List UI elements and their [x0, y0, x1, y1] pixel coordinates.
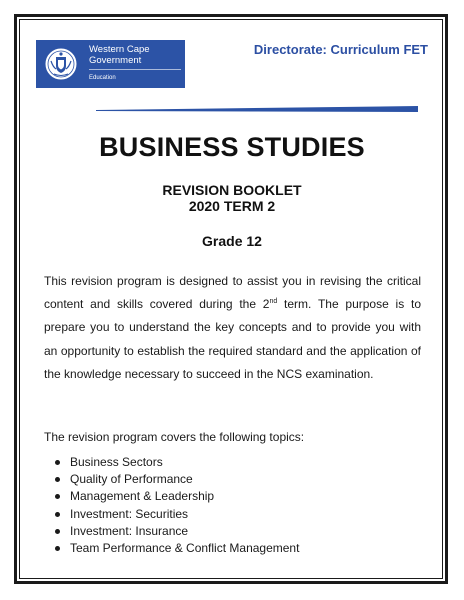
directorate-heading: Directorate: Curriculum FET	[253, 42, 428, 57]
topics-list	[55, 454, 299, 557]
subtitle-revision-booklet: REVISION BOOKLET	[162, 182, 302, 198]
list-item	[55, 471, 299, 488]
logo-line-1: Western Cape	[89, 44, 150, 55]
paragraph-part-2: term. The purpose is to prepare you to understand the key concepts and to provide you with an opportunity to establish the required standard and the application of the knowledge necessary to succeed in the NCS examination.	[44, 297, 421, 381]
western-cape-logo	[36, 40, 185, 88]
topic-label: Investment: Insurance	[70, 523, 189, 538]
bullet-icon	[55, 460, 60, 465]
document-title: BUSINESS STUDIES	[99, 132, 365, 162]
bullet-icon	[55, 512, 60, 517]
logo-divider	[89, 69, 181, 70]
grade-heading: Grade 12	[202, 233, 262, 249]
topic-label: Quality of Performance	[70, 472, 193, 487]
logo-department: Education	[89, 75, 116, 81]
header-rule	[96, 106, 418, 112]
bullet-icon	[55, 477, 60, 482]
list-item	[55, 523, 299, 540]
subtitle-term: 2020 TERM 2	[188, 198, 276, 214]
coat-of-arms-icon	[36, 40, 86, 88]
topic-label: Team Performance & Conflict Management	[70, 541, 300, 556]
logo-line-2: Government	[89, 55, 142, 66]
bullet-icon	[55, 529, 60, 534]
topics-intro: The revision program covers the following topics:	[44, 430, 305, 444]
bullet-icon	[55, 494, 60, 499]
intro-paragraph	[44, 270, 421, 386]
list-item	[55, 488, 299, 505]
list-item	[55, 540, 299, 557]
logo-text	[86, 40, 185, 88]
bullet-icon	[55, 546, 60, 551]
list-item	[55, 506, 299, 523]
paragraph-part-1: This revision program is designed to assist you in revising the critical content and skills covered during the 2	[44, 274, 421, 312]
paragraph-superscript: nd	[269, 298, 278, 306]
topic-label: Management & Leadership	[70, 489, 215, 504]
topic-label: Investment: Securities	[70, 506, 189, 521]
list-item	[55, 454, 299, 471]
topic-label: Business Sectors	[70, 455, 163, 469]
